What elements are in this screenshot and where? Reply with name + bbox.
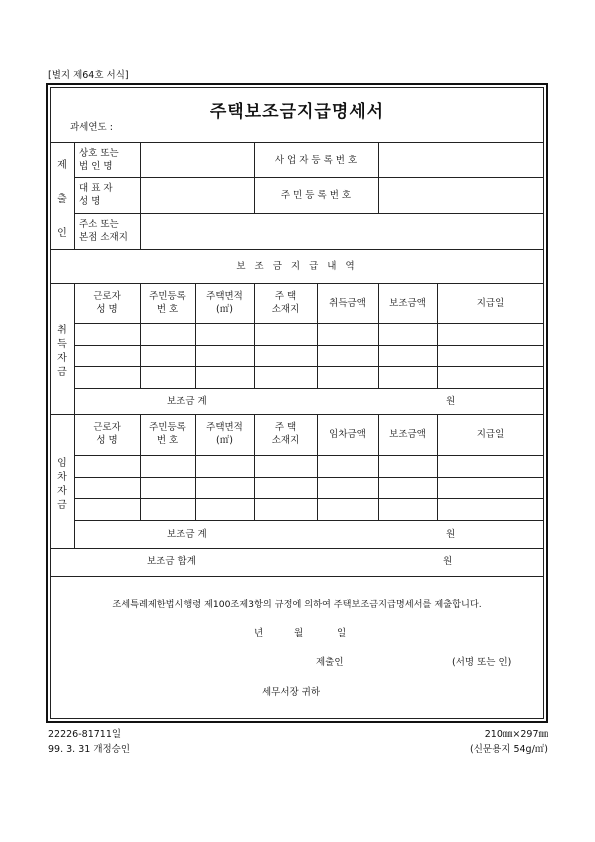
resident-reg-label: 주 민 등 록 번 호 bbox=[280, 190, 352, 201]
line-h bbox=[50, 142, 544, 143]
acq-total-label: 보조금 계 bbox=[167, 396, 207, 407]
lease-col-house-area: (㎡) bbox=[216, 435, 233, 446]
line-h bbox=[74, 388, 544, 389]
line-h bbox=[74, 177, 544, 178]
approval-note: 99. 3. 31 개정승인 bbox=[48, 744, 131, 755]
line-v bbox=[378, 142, 379, 213]
line-h bbox=[74, 520, 544, 521]
representative-label: 성 명 bbox=[79, 196, 101, 207]
line-h bbox=[50, 249, 544, 250]
line-h bbox=[74, 366, 544, 367]
acquisition-side-char: 금 bbox=[57, 367, 67, 378]
submitter-side-char: 제 bbox=[57, 160, 67, 171]
grand-total-label: 보조금 합계 bbox=[147, 556, 196, 567]
line-h bbox=[74, 455, 544, 456]
address-label: 본점 소재지 bbox=[79, 232, 128, 243]
lease-side-char: 임 bbox=[57, 458, 67, 469]
line-h bbox=[74, 498, 544, 499]
details-header: 보 조 금 지 급 내 역 bbox=[236, 261, 358, 272]
acq-col-house-area: 주택면적 bbox=[206, 291, 243, 302]
lease-col-resident-no: 번 호 bbox=[156, 435, 179, 446]
lease-col-worker-name: 근로자 bbox=[93, 422, 121, 433]
line-h bbox=[74, 477, 544, 478]
acq-col-payment-date: 지급일 bbox=[476, 298, 505, 309]
lease-col-resident-no: 주민등록 bbox=[149, 422, 186, 433]
form-code: 22226-81711일 bbox=[48, 729, 122, 740]
submitter-side-char: 출 bbox=[57, 194, 67, 205]
line-h bbox=[50, 414, 544, 415]
tax-year-label: 과세연도 : bbox=[70, 122, 113, 133]
line-v bbox=[254, 142, 255, 213]
acq-col-house-location: 주 택 bbox=[274, 291, 297, 302]
acquisition-side-char: 자 bbox=[57, 353, 67, 364]
lease-side-char: 차 bbox=[57, 472, 67, 483]
acq-col-house-location: 소재지 bbox=[271, 304, 300, 315]
form-label: [별지 제64호 서식] bbox=[48, 70, 129, 81]
acq-total-unit: 원 bbox=[446, 396, 456, 407]
acquisition-side-char: 취 bbox=[57, 325, 67, 336]
submitter-side-char: 인 bbox=[57, 228, 67, 239]
lease-side-char: 금 bbox=[57, 500, 67, 511]
date-year: 년 bbox=[254, 628, 264, 639]
company-name-label: 법 인 명 bbox=[79, 161, 113, 172]
lease-col-house-location: 소재지 bbox=[271, 435, 300, 446]
line-h bbox=[50, 576, 544, 577]
lease-col-worker-name: 성 명 bbox=[96, 435, 118, 446]
acquisition-side-char: 득 bbox=[57, 339, 67, 350]
form-inner-border bbox=[50, 87, 544, 719]
acq-col-house-area: (㎡) bbox=[216, 304, 233, 315]
acq-col-worker-name: 근로자 bbox=[93, 291, 121, 302]
form-title: 주택보조금지급명세서 bbox=[209, 102, 385, 122]
lease-side-char: 자 bbox=[57, 486, 67, 497]
grand-total-unit: 원 bbox=[443, 556, 453, 567]
date-month: 월 bbox=[294, 628, 304, 639]
paper-size: 210㎜×297㎜ bbox=[484, 729, 548, 740]
line-h bbox=[50, 548, 544, 549]
address-label: 주소 또는 bbox=[79, 219, 119, 230]
lease-col-house-area: 주택면적 bbox=[206, 422, 243, 433]
signature-label: (서명 또는 인) bbox=[452, 657, 512, 668]
lease-col-subsidy-amount: 보조금액 bbox=[389, 429, 426, 440]
lease-col-lease-amount: 임차금액 bbox=[329, 429, 366, 440]
acq-col-acquisition-amount: 취득금액 bbox=[329, 298, 366, 309]
date-day: 일 bbox=[337, 628, 347, 639]
business-reg-label: 사 업 자 등 록 번 호 bbox=[274, 155, 358, 166]
line-h bbox=[74, 323, 544, 324]
lease-col-payment-date: 지급일 bbox=[476, 429, 505, 440]
acq-col-resident-no: 번 호 bbox=[156, 304, 179, 315]
recipient: 세무서장 귀하 bbox=[262, 687, 321, 698]
acq-col-worker-name: 성 명 bbox=[96, 304, 118, 315]
acq-col-resident-no: 주민등록 bbox=[149, 291, 186, 302]
acq-col-subsidy-amount: 보조금액 bbox=[389, 298, 426, 309]
line-v bbox=[74, 142, 75, 249]
submission-statement: 조세특례제한법시행령 제100조제3항의 규정에 의하여 주택보조금지급명세서를 제출합니다. bbox=[112, 599, 482, 610]
representative-label: 대 표 자 bbox=[79, 183, 113, 194]
submitter-sign-label: 제출인 bbox=[316, 657, 344, 668]
paper-weight: (신문용지 54g/㎡) bbox=[470, 744, 548, 755]
lease-total-label: 보조금 계 bbox=[167, 529, 207, 540]
line-h bbox=[50, 283, 544, 284]
line-h bbox=[74, 345, 544, 346]
company-name-label: 상호 또는 bbox=[79, 148, 119, 159]
lease-col-house-location: 주 택 bbox=[274, 422, 297, 433]
lease-total-unit: 원 bbox=[446, 529, 456, 540]
line-v bbox=[140, 142, 141, 249]
line-h bbox=[74, 213, 544, 214]
